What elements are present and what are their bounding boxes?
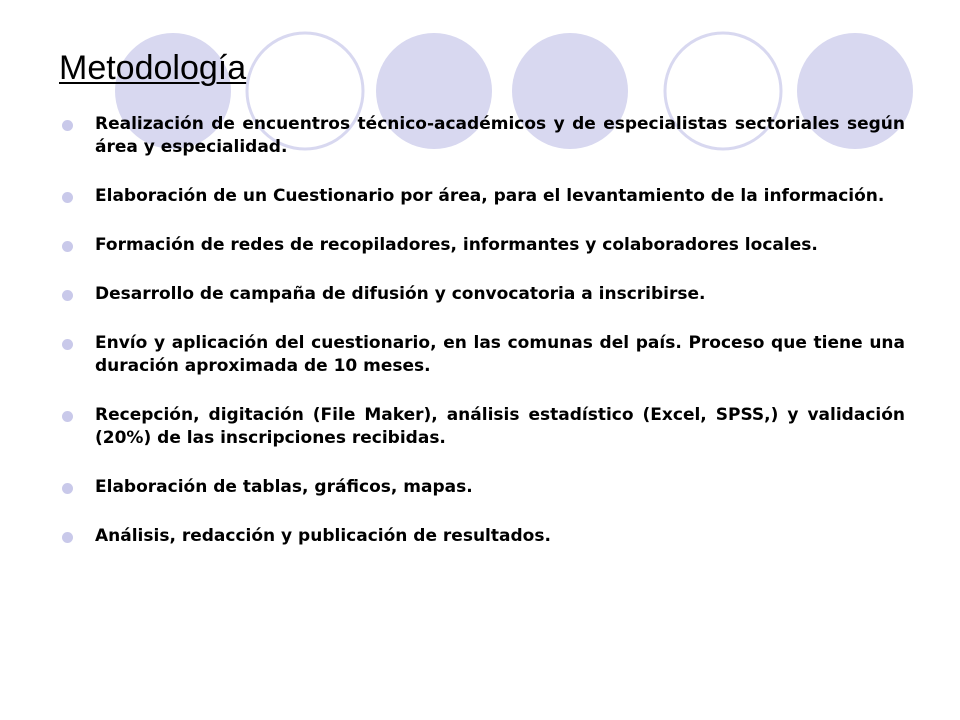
page-title: Metodología xyxy=(59,49,247,87)
list-item xyxy=(60,113,905,159)
bullet-icon xyxy=(62,339,73,350)
bullet-icon xyxy=(62,120,73,131)
list-item xyxy=(60,476,905,499)
list-item-text: Elaboración de un Cuestionario por área, para el levantamiento de la información. xyxy=(95,186,885,206)
list-item xyxy=(60,283,905,306)
bullet-list xyxy=(60,113,905,574)
list-item-text: Formación de redes de recopiladores, informantes y colaboradores locales. xyxy=(95,235,818,255)
bullet-icon xyxy=(62,411,73,422)
list-item-text: Desarrollo de campaña de difusión y convocatoria a inscribirse. xyxy=(95,284,706,304)
list-item xyxy=(60,332,905,378)
bullet-icon xyxy=(62,192,73,203)
list-item-text: Recepción, digitación (File Maker), análisis estadístico (Excel, SPSS,) y validación (20%) de las inscripciones recibidas. xyxy=(95,405,905,448)
list-item xyxy=(60,525,905,548)
bullet-icon xyxy=(62,483,73,494)
bullet-icon xyxy=(62,532,73,543)
list-item-text: Análisis, redacción y publicación de resultados. xyxy=(95,526,551,546)
list-item-text: Realización de encuentros técnico-académicos y de especialistas sectoriales según área y especialidad. xyxy=(95,114,905,157)
bullet-icon xyxy=(62,290,73,301)
list-item xyxy=(60,234,905,257)
list-item xyxy=(60,404,905,450)
list-item xyxy=(60,185,905,208)
bullet-icon xyxy=(62,241,73,252)
list-item-text: Envío y aplicación del cuestionario, en las comunas del país. Proceso que tiene una duración aproximada de 10 meses. xyxy=(95,333,905,376)
list-item-text: Elaboración de tablas, gráficos, mapas. xyxy=(95,477,473,497)
